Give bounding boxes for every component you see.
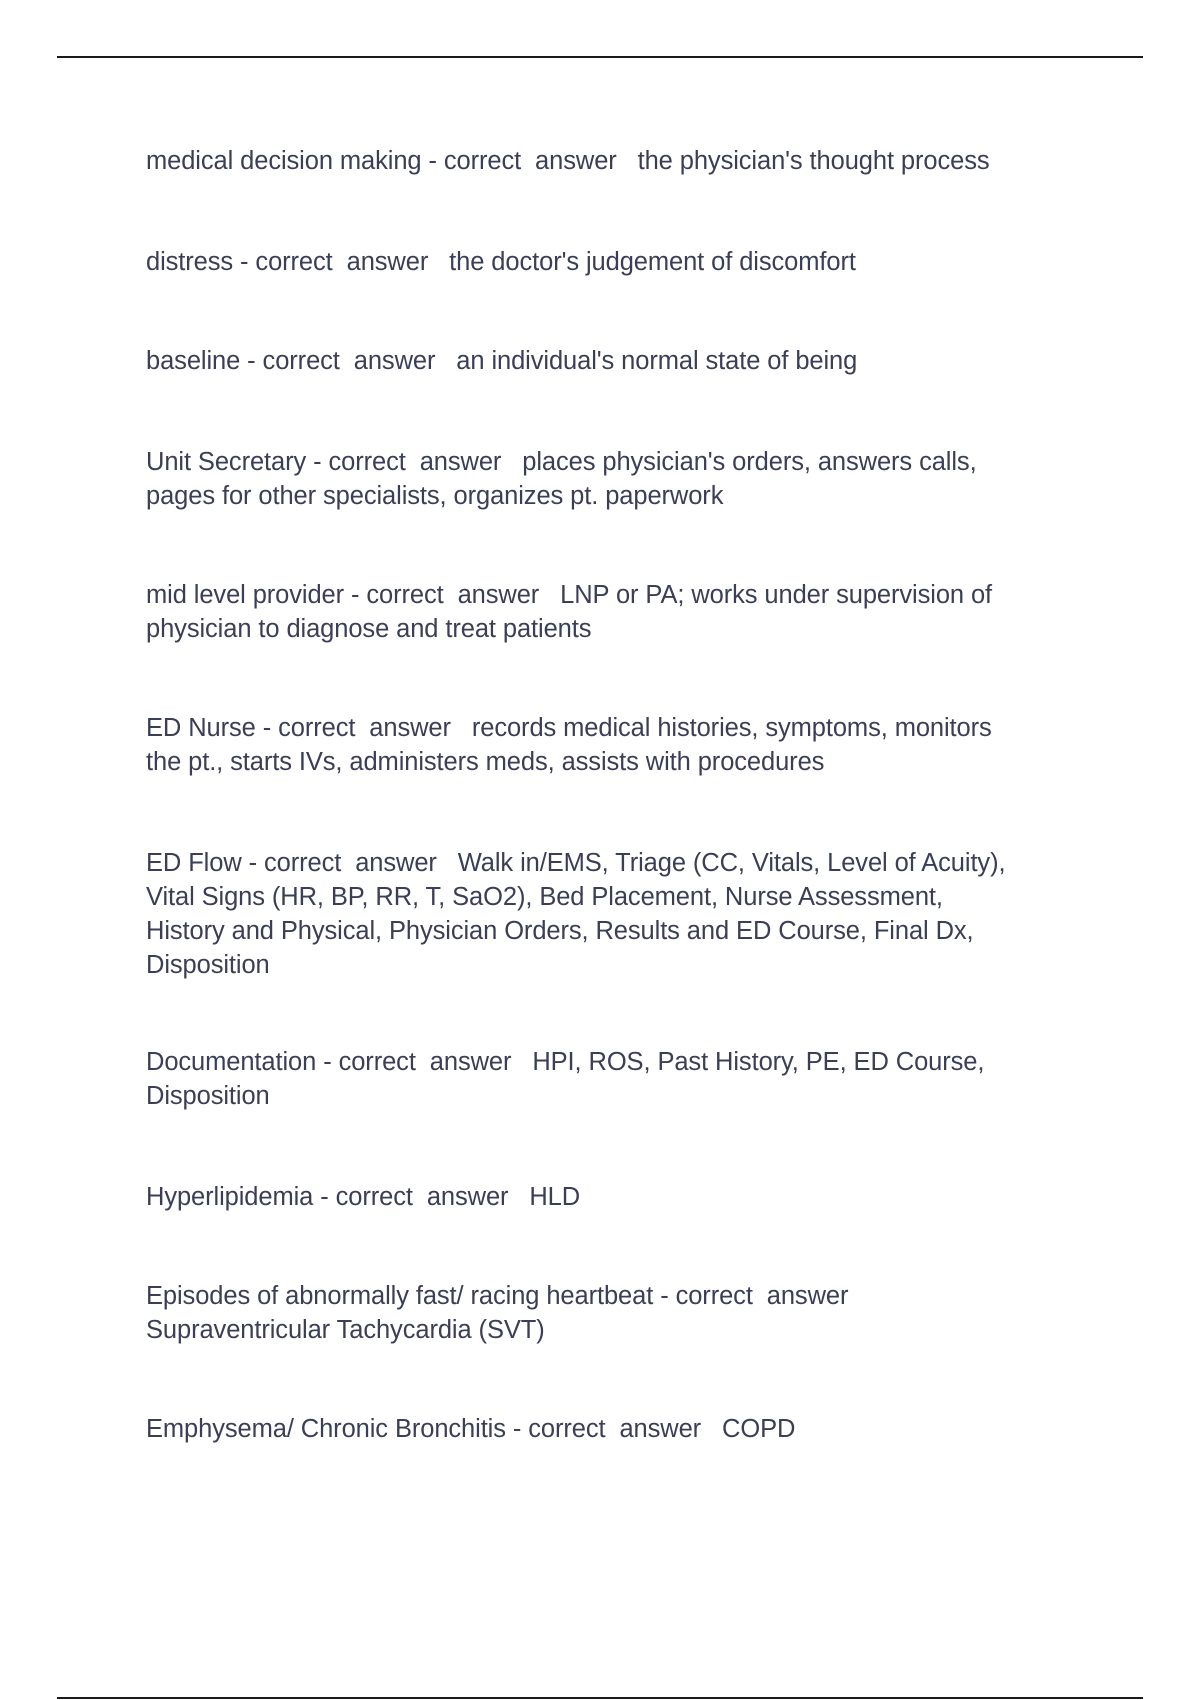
entry-copd: Emphysema/ Chronic Bronchitis - correct answer COPD xyxy=(146,1415,796,1443)
entry-distress: distress - correct answer the doctor's judgement of discomfort xyxy=(146,248,856,276)
top-rule xyxy=(57,56,1143,58)
entry-baseline: baseline - correct answer an individual's normal state of being xyxy=(146,347,858,375)
entry-mid-level-provider: mid level provider - correct answer LNP or PA; works under supervision of physician to diagnose and treat patients xyxy=(146,581,993,643)
entry-hyperlipidemia: Hyperlipidemia - correct answer HLD xyxy=(146,1183,581,1211)
entry-documentation: Documentation - correct answer HPI, ROS, Past History, PE, ED Course, Disposition xyxy=(146,1048,985,1110)
entry-svt: Episodes of abnormally fast/ racing heartbeat - correct answer Supraventricular Tachycardia (SVT) xyxy=(146,1282,849,1344)
entry-ed-nurse: ED Nurse - correct answer records medical histories, symptoms, monitors the pt., starts IVs, administers meds, assists with procedures xyxy=(146,714,992,776)
entry-medical-decision-making: medical decision making - correct answer the physician's thought process xyxy=(146,147,990,175)
entry-unit-secretary: Unit Secretary - correct answer places physician's orders, answers calls, pages for other specialists, organizes pt. paperwork xyxy=(146,448,977,510)
bottom-rule xyxy=(57,1697,1143,1699)
entry-ed-flow: ED Flow - correct answer Walk in/EMS, Triage (CC, Vitals, Level of Acuity), Vital Signs (HR, BP, RR, T, SaO2), Bed Placement, Nurse Assessment, History and Physical, Physician Orders, Results and ED Course, Final Dx, Disposition xyxy=(146,849,1006,979)
